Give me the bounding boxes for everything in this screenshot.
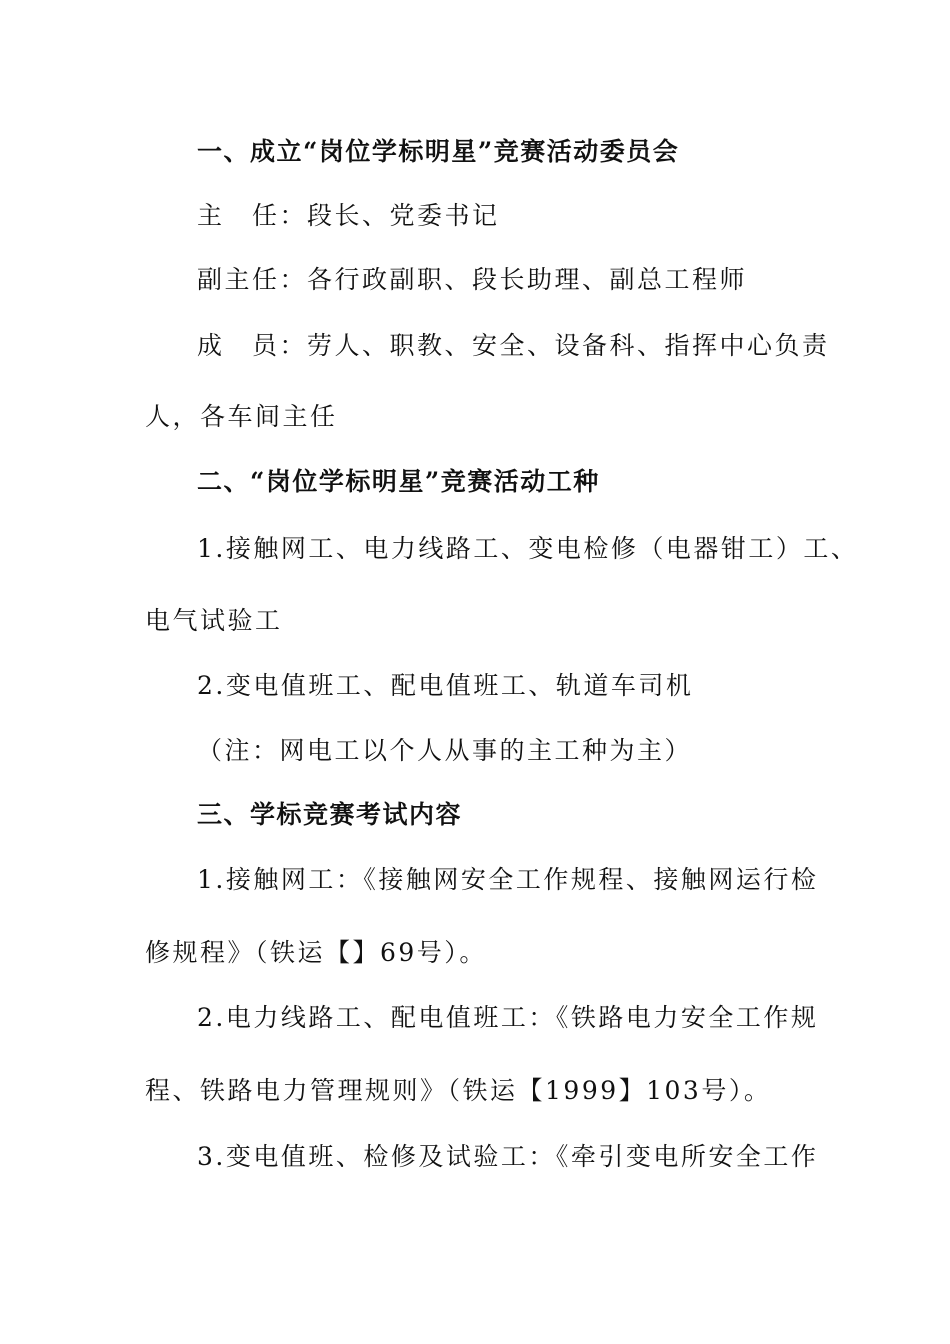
job-type-note: （注：网电工以个人从事的主工种为主） (197, 736, 693, 765)
section-heading-3: 三、学标竞赛考试内容 (197, 800, 463, 829)
exam-content-item-3: 3.变电值班、检修及试验工：《牵引变电所安全工作 (197, 1142, 819, 1171)
section-heading-1: 一、成立“岗位学标明星”竞赛活动委员会 (197, 137, 680, 166)
committee-director: 主 任：段长、党委书记 (197, 201, 500, 230)
exam-content-item-2: 2.电力线路工、配电值班工：《铁路电力安全工作规 (197, 1003, 819, 1032)
exam-content-item-1-continued: 修规程》（铁运【】69号）。 (145, 938, 487, 967)
committee-members-continued: 人，各车间主任 (145, 402, 338, 431)
job-type-item-1-continued: 电气试验工 (145, 606, 283, 635)
section-heading-2: 二、“岗位学标明星”竞赛活动工种 (197, 467, 600, 496)
exam-content-item-2-continued: 程、铁路电力管理规则》（铁运【1999】103号）。 (145, 1076, 772, 1105)
committee-deputy-director: 副主任：各行政副职、段长助理、副总工程师 (197, 265, 748, 294)
exam-content-item-1: 1.接触网工：《接触网安全工作规程、接触网运行检 (197, 865, 819, 894)
committee-members: 成 员：劳人、职教、安全、设备科、指挥中心负责 (197, 331, 830, 360)
job-type-item-1: 1.接触网工、电力线路工、变电检修（电器钳工）工、 (197, 534, 859, 563)
job-type-item-2: 2.变电值班工、配电值班工、轨道车司机 (197, 671, 694, 700)
